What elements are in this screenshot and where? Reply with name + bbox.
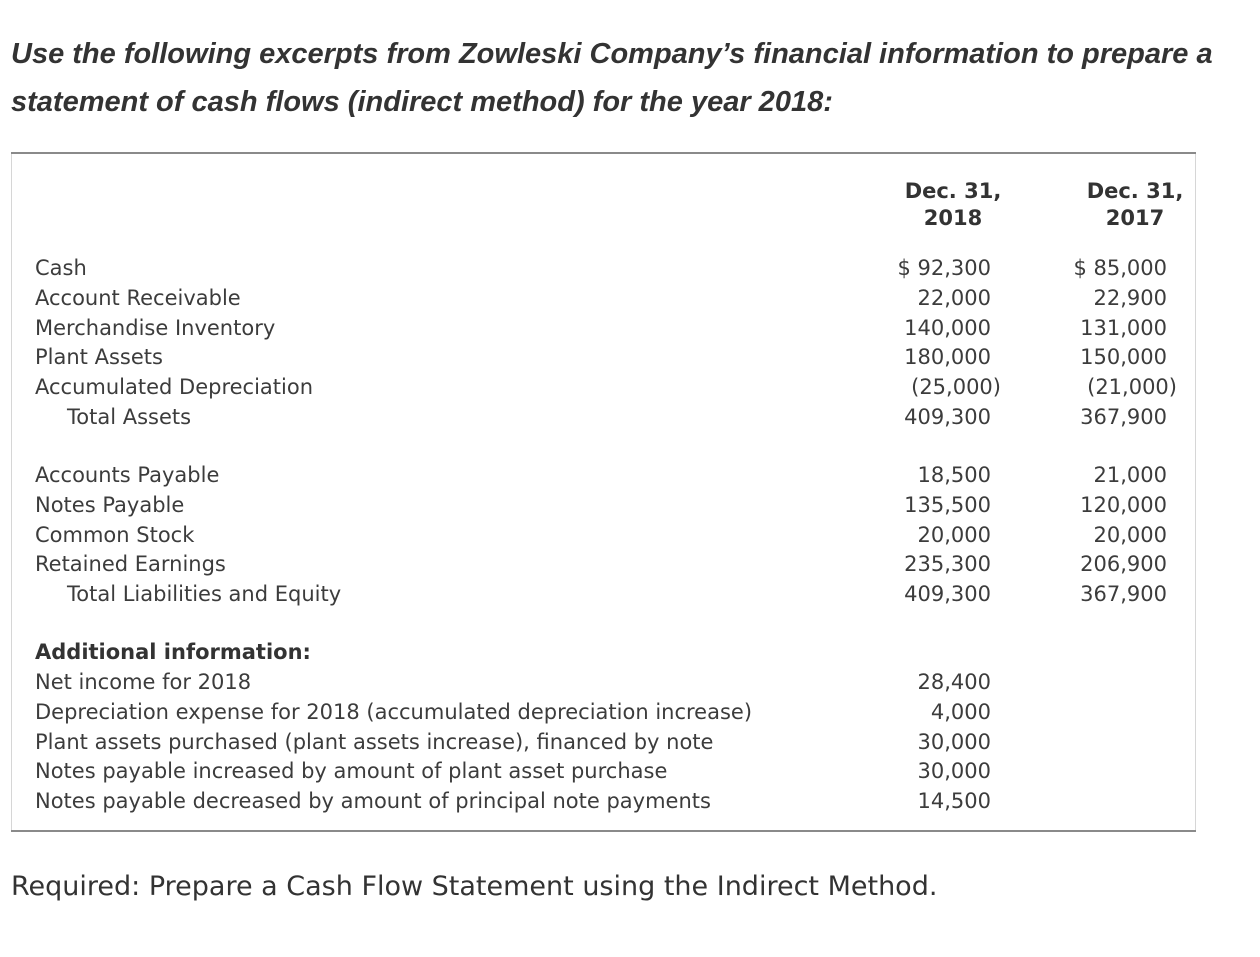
row-label: Cash <box>35 256 87 280</box>
value-2017: 22,900 <box>1093 286 1167 310</box>
financial-table <box>11 152 1196 832</box>
additional-row-net-income <box>11 667 1196 697</box>
value-2018: (25,000) <box>911 375 1001 399</box>
additional-info-heading-row <box>11 637 1196 667</box>
table-row-retained-earnings <box>11 549 1196 579</box>
value-2018: 22,000 <box>917 286 991 310</box>
table-row-accumulated-depreciation <box>11 372 1196 402</box>
value-2017: 21,000 <box>1093 463 1167 487</box>
value-2018: 14,500 <box>917 789 991 813</box>
additional-row-notes-payable-decreased <box>11 786 1196 816</box>
row-label: Depreciation expense for 2018 (accumulated depreciation increase) <box>35 700 753 724</box>
value-2018: 30,000 <box>917 759 991 783</box>
row-label: Merchandise Inventory <box>35 316 276 340</box>
row-label: Total Liabilities and Equity <box>67 582 342 606</box>
table-row-account-receivable <box>11 283 1196 313</box>
row-label: Plant Assets <box>35 345 163 369</box>
table-row-merchandise-inventory <box>11 313 1196 343</box>
column-header-2017-line2: 2017 <box>1105 206 1165 230</box>
value-2017: 131,000 <box>1080 316 1167 340</box>
additional-info-heading: Additional information: <box>35 640 311 664</box>
table-row-plant-assets <box>11 342 1196 372</box>
value-2018: 409,300 <box>904 582 991 606</box>
table-row-notes-payable <box>11 490 1196 520</box>
value-2017: 206,900 <box>1080 552 1167 576</box>
value-2018: 235,300 <box>904 552 991 576</box>
value-2017: $ 85,000 <box>1073 256 1167 280</box>
value-2017: 120,000 <box>1080 493 1167 517</box>
row-label: Account Receivable <box>35 286 241 310</box>
row-label: Accounts Payable <box>35 463 220 487</box>
table-row-total-assets <box>11 402 1196 432</box>
additional-row-depreciation-expense <box>11 697 1196 727</box>
column-header-2018 <box>883 178 1023 232</box>
row-label: Common Stock <box>35 523 195 547</box>
additional-row-plant-assets-purchased <box>11 727 1196 757</box>
table-row-accounts-payable <box>11 460 1196 490</box>
value-2018: $ 92,300 <box>897 256 991 280</box>
value-2017: 367,900 <box>1080 405 1167 429</box>
value-2017: 367,900 <box>1080 582 1167 606</box>
row-label: Plant assets purchased (plant assets increase), financed by note <box>35 730 714 754</box>
row-label: Total Assets <box>67 405 192 429</box>
column-header-2018-line1: Dec. 31, <box>904 179 1002 203</box>
table-row-cash <box>11 253 1196 283</box>
value-2018: 135,500 <box>904 493 991 517</box>
row-label: Retained Earnings <box>35 552 226 576</box>
additional-row-notes-payable-increased <box>11 756 1196 786</box>
row-label: Notes payable increased by amount of plant asset purchase <box>35 759 668 783</box>
required-instruction: Required: Prepare a Cash Flow Statement using the Indirect Method. <box>11 871 938 902</box>
row-label: Notes Payable <box>35 493 185 517</box>
value-2018: 18,500 <box>917 463 991 487</box>
row-label: Net income for 2018 <box>35 670 252 694</box>
row-label: Notes payable decreased by amount of principal note payments <box>35 789 711 813</box>
value-2018: 4,000 <box>930 700 991 724</box>
value-2018: 409,300 <box>904 405 991 429</box>
value-2018: 20,000 <box>917 523 991 547</box>
value-2018: 28,400 <box>917 670 991 694</box>
problem-intro: Use the following excerpts from Zowleski Company’s financial information to prepare a statement of cash flows (indirect method) for the year 2018: <box>11 38 1213 118</box>
value-2017: 150,000 <box>1080 345 1167 369</box>
value-2017: (21,000) <box>1087 375 1177 399</box>
column-header-2017-line1: Dec. 31, <box>1086 179 1184 203</box>
value-2017: 20,000 <box>1093 523 1167 547</box>
table-row-common-stock <box>11 520 1196 550</box>
column-header-2018-line2: 2018 <box>923 206 983 230</box>
column-header-2017 <box>1065 178 1205 232</box>
value-2018: 30,000 <box>917 730 991 754</box>
value-2018: 180,000 <box>904 345 991 369</box>
value-2018: 140,000 <box>904 316 991 340</box>
row-label: Accumulated Depreciation <box>35 375 314 399</box>
table-row-total-liabilities-and-equity <box>11 579 1196 609</box>
